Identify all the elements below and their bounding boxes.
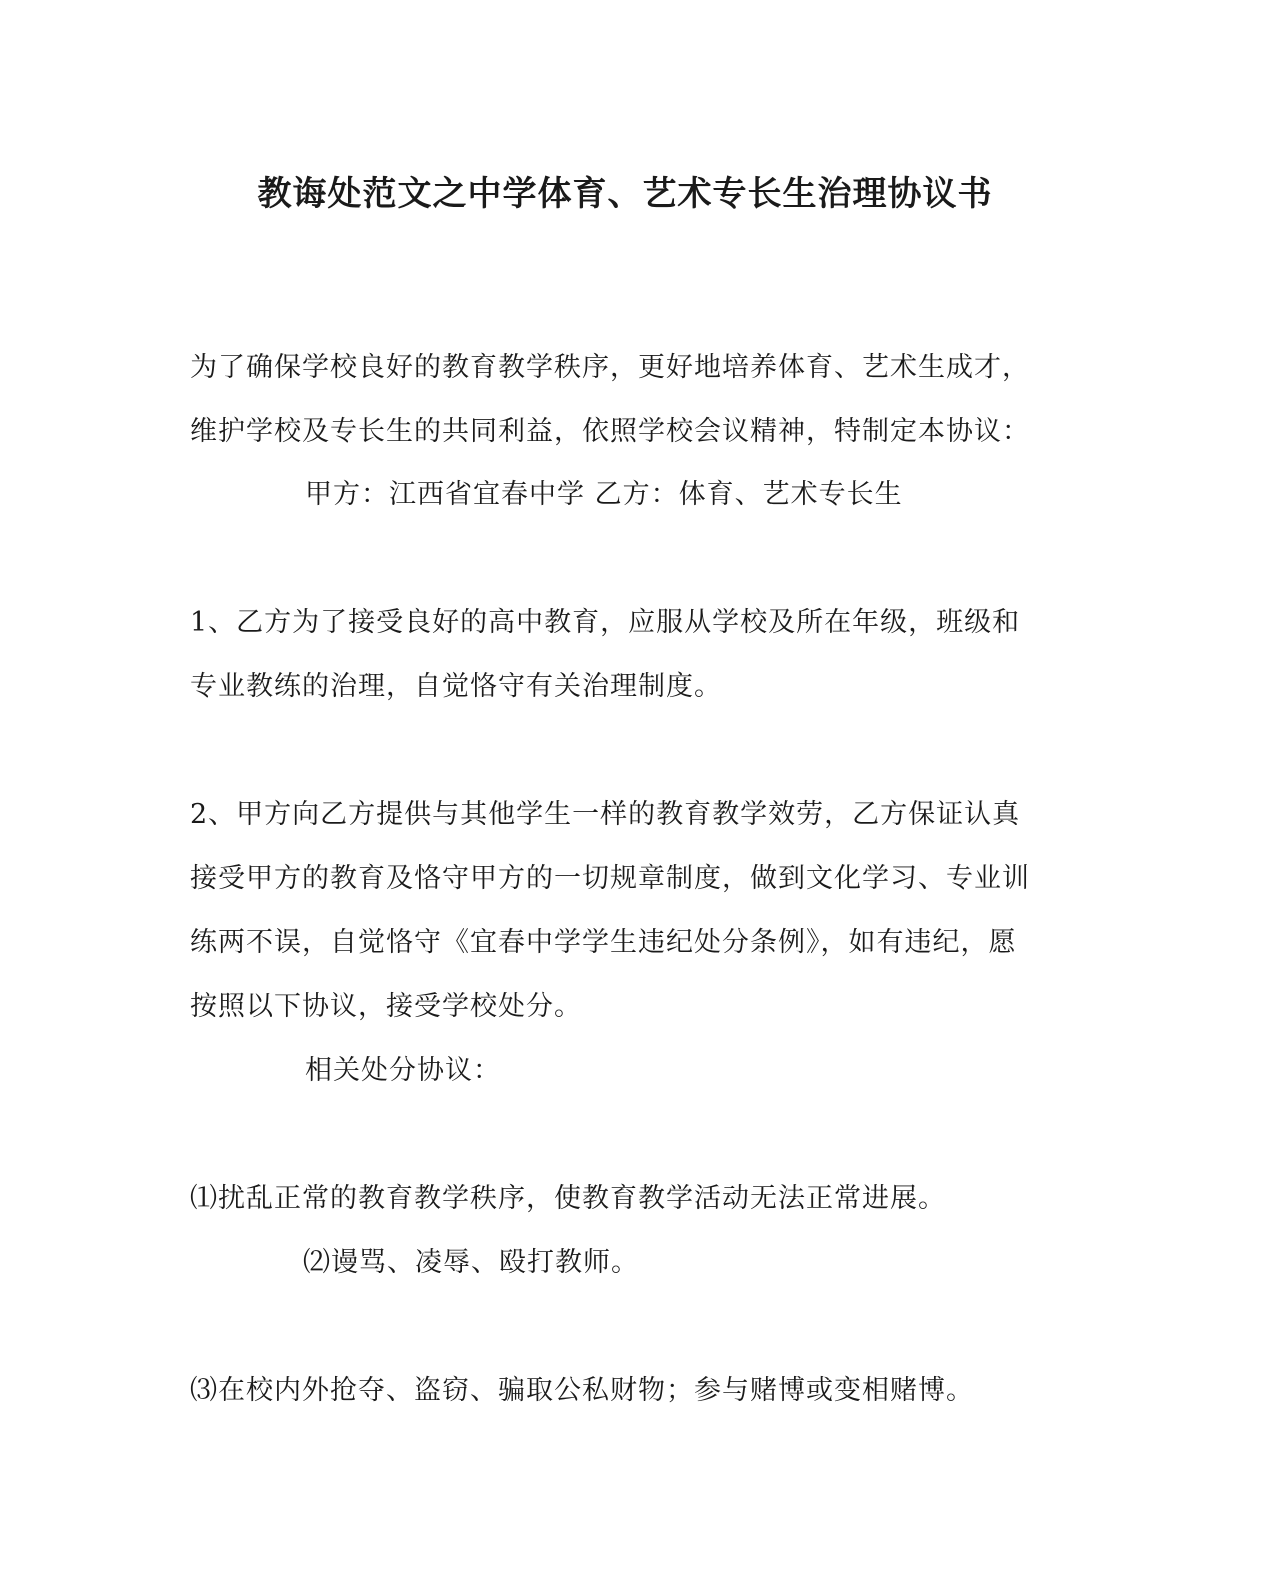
clause-1-line-1: 1、乙方为了接受良好的高中教育，应服从学校及所在年级，班级和 (190, 607, 1021, 638)
penalty-item-1: ⑴扰乱正常的教育教学秩序，使教育教学活动无法正常进展。 (190, 1183, 946, 1214)
penalty-item-3: ⑶在校内外抢夺、盗窃、骗取公私财物；参与赌博或变相赌博。 (190, 1375, 974, 1406)
clause-2-line-1: 2、甲方向乙方提供与其他学生一样的教育教学效劳，乙方保证认真 (190, 799, 1021, 830)
document-title: 教诲处范文之中学体育、艺术专长生治理协议书 (257, 174, 993, 214)
clause-2-line-3: 练两不误，自觉恪守《宜春中学学生违纪处分条例》，如有违纪，愿 (190, 927, 1017, 958)
clause-2-line-2: 接受甲方的教育及恪守甲方的一切规章制度，做到文化学习、专业训 (190, 863, 1030, 894)
clause-2-line-4: 按照以下协议，接受学校处分。 (190, 991, 582, 1022)
clause-1-line-2: 专业教练的治理，自觉恪守有关治理制度。 (190, 671, 722, 702)
penalty-item-2: ⑵谩骂、凌辱、殴打教师。 (303, 1247, 639, 1278)
parties-line: 甲方：江西省宜春中学 乙方：体育、艺术专长生 (305, 479, 903, 510)
intro-line-2: 维护学校及专长生的共同利益，依照学校会议精神，特制定本协议： (190, 416, 1030, 447)
intro-line-1: 为了确保学校良好的教育教学秩序，更好地培养体育、艺术生成才， (190, 352, 1030, 383)
penalty-heading: 相关处分协议： (305, 1055, 501, 1086)
